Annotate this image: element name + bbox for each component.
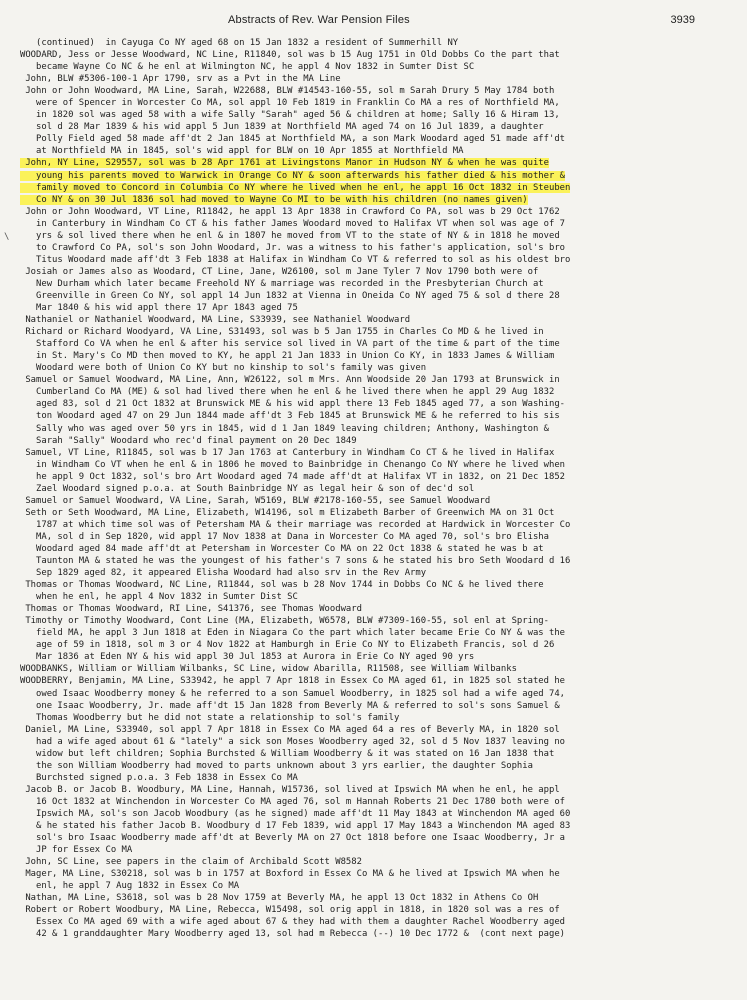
document-body [20,37,730,941]
line-text: Burchsted signed p.o.a. 3 Feb 1838 in Essex Co MA [20,772,298,783]
line-text: in Canterbury in Windham Co CT & his father James Woodard moved to Halifax VT when sol was age of 7 [20,218,566,229]
text-line [20,844,730,856]
line-text: John, SC Line, see papers in the claim of Archibald Scott W8582 [20,857,362,868]
text-line [20,591,730,603]
line-text: had a wife aged about 61 & "lately" a sick son Moses Woodberry aged 32, sol d 5 Nov 1837 leaving no [20,736,566,747]
line-text: Jacob B. or Jacob B. Woodbury, MA Line, Hannah, W15736, sol lived at Ipswich MA when he enl, he appl [20,784,560,795]
line-text: Nathan, MA Line, S3618, sol was b 28 Nov 1759 at Beverly MA, he appl 13 Oct 1832 in Athens Co OH [20,893,539,904]
line-text: Robert or Robert Woodbury, MA Line, Rebecca, W15498, sol orig appl in 1818, in 1820 sol was a res of [20,905,560,916]
line-text: aged 83, sol d 21 Oct 1832 at Brunswick ME & his wid appl there 13 Feb 1845 aged 77, a son Washing- [20,399,566,410]
text-line [20,808,730,820]
text-line [20,290,730,302]
text-line [20,772,730,784]
line-text: Sep 1829 aged 82, it appeared Elisha Woodard had also srv in the Rev Army [20,568,427,579]
line-text: were of Spencer in Worcester Co MA, sol appl 10 Feb 1819 in Franklin Co MA a res of Northfield MA, [20,98,560,109]
line-text: WOODBERRY, Benjamin, MA Line, S33942, he appl 7 Apr 1818 in Essex Co MA aged 61, in 1825 sol stated he [20,676,566,687]
text-line [20,398,730,410]
text-line [20,242,730,254]
highlighted-text-line [20,157,730,169]
text-line [20,61,730,73]
text-line [20,410,730,422]
line-text: Mar 1836 at Eden NY & his wid appl 30 Jul 1853 at Aurora in Erie Co NY aged 90 yrs [20,652,475,663]
text-line [20,133,730,145]
line-text: ton Woodard aged 47 on 29 Jun 1844 made aff'dt 3 Feb 1845 at Brunswick ME & he referred to his sis [20,411,560,422]
line-text: Mager, MA Line, S30218, sol was b in 1757 at Boxford in Essex Co MA & he lived at Ipswich MA when he [20,869,560,880]
text-line [20,892,730,904]
line-text: Seth or Seth Woodward, MA Line, Elizabeth, W14196, sol m Elizabeth Barber of Greenwich MA on 31 Oct [20,507,555,518]
line-text: MA, sol d in Sep 1820, wid appl 17 Nov 1838 at Dana in Worcester Co MA aged 70, sol's bro Elisha [20,531,549,542]
line-text: Josiah or James also as Woodard, CT Line, Jane, W26100, sol m Jane Tyler 7 Nov 1790 both were of [20,266,539,277]
margin-mark: \ [4,232,10,242]
text-line [20,615,730,627]
line-text: 42 & 1 granddaughter Mary Woodberry aged 13, sol had m Rebecca (--) 10 Dec 1772 & (cont next page) [20,929,566,940]
text-line [20,724,730,736]
line-text: Samuel, VT Line, R11845, sol was b 17 Jan 1763 at Canterbury in Windham Co CT & he lived in Halifax [20,447,555,458]
line-text: when he enl, he appl 4 Nov 1832 in Sumter Dist SC [20,592,298,603]
line-text: John, BLW #5306-100-1 Apr 1790, srv as a Pvt in the MA Line [20,74,341,85]
text-line [20,350,730,362]
line-text: WOODARD, Jess or Jesse Woodward, NC Line, R11840, sol was b 15 Aug 1751 in Old Dobbs Co the part that [20,50,560,61]
line-text: Cumberland Co MA (ME) & sol had lived there when he enl & he lived there when he appl 29 Aug 1832 [20,387,555,398]
text-line [20,531,730,543]
line-text: 1787 at which time sol was of Petersham MA & their marriage was recorded at Hardwick in Worcester Co [20,519,571,530]
text-line [20,459,730,471]
text-line [20,302,730,314]
text-line [20,603,730,615]
highlighted-text-line [20,194,730,206]
line-text: Essex Co MA aged 69 with a wife aged about 67 & they had with them a daughter Rachel Woodberry aged [20,917,566,928]
text-line [20,519,730,531]
text-line [20,856,730,868]
text-line [20,555,730,567]
text-line [20,230,730,242]
text-line [20,121,730,133]
text-line [20,916,730,928]
line-text: Polly Field aged 58 made aff'dt 2 Jan 1845 at Northfield MA, a son Mark Woodard aged 51 made aff'dt [20,134,566,145]
line-text: JP for Essex Co MA [20,845,133,856]
text-line [20,386,730,398]
line-text: Sally who was aged over 50 yrs in 1845, wid d 1 Jan 1849 leaving children; Anthony, Washington & [20,423,549,434]
line-text: Sarah "Sally" Woodard who rec'd final payment on 20 Dec 1849 [20,435,357,446]
line-text: he appl 9 Oct 1832, sol's bro Art Woodard aged 74 made aff'dt at Halifax VT in 1832, on 21 Dec 1852 [20,471,566,482]
line-text: in 1820 sol was aged 58 with a wife Sally "Sarah" aged 56 & children at home; Sally 16 & Hiram 13, [20,110,560,121]
line-text: Stafford Co VA when he enl & after his service sol lived in VA part of the time & part of the time [20,339,560,350]
line-text: sol's bro Isaac Woodberry made aff'dt at Beverly MA on 27 Oct 1818 before one Isaac Woodberry, Jr a [20,833,566,844]
line-text: Ipswich MA, sol's son Jacob Woodbury (as he signed) made aff'dt 11 May 1843 at Winchendon MA aged 60 [20,809,571,819]
text-line [20,760,730,772]
text-line [20,374,730,386]
text-line [20,471,730,483]
text-line [20,748,730,760]
line-text: enl, he appl 7 Aug 1832 in Essex Co MA [20,881,240,892]
text-line [20,651,730,663]
line-text: Timothy or Timothy Woodward, Cont Line (MA, Elizabeth, W6578, BLW #7309-160-55, sol enl at Spring- [20,616,549,627]
text-line [20,278,730,290]
line-text: one Isaac Woodberry, Jr. made aff'dt 15 Jan 1828 from Beverly MA & referred to sol's sons Samuel & [20,700,560,711]
line-text: John or John Woodward, VT Line, R11842, he appl 13 Apr 1838 in Crawford Co PA, sol was b 29 Oct 1762 [20,206,560,217]
line-text: became Wayne Co NC & he enl at Wilmington NC, he appl 4 Nov 1832 in Sumter Dist SC [20,62,475,73]
text-line [20,266,730,278]
line-text: Woodard aged 84 made aff'dt at Petersham in Worcester Co MA on 22 Oct 1838 & stated he was b at [20,543,544,554]
text-line [20,712,730,724]
text-line [20,423,730,435]
text-line [20,639,730,651]
text-line [20,314,730,326]
line-text: Thomas Woodberry but he did not state a relationship to sol's family [20,712,400,723]
text-line [20,435,730,447]
line-text: owed Isaac Woodberry money & he referred to a son Samuel Woodberry, in 1825 sol had a wife aged 74, [20,688,566,699]
text-line [20,338,730,350]
text-line [20,736,730,748]
line-text: WOODBANKS, William or William Wilbanks, SC Line, widow Abarilla, R11508, see William Wilbanks [20,664,517,675]
line-text: age of 59 in 1818, sol m 3 or 4 Nov 1822 at Hamburgh in Erie Co NY to Elizabeth Francis, sol d 26 [20,640,555,651]
text-line [20,543,730,555]
text-line [20,904,730,916]
highlighted-text-line [20,170,730,182]
line-text: & he stated his father Jacob B. Woodbury d 17 Feb 1839, wid appl 17 May 1843 a Winchendon MA aged 83 [20,821,571,832]
line-text: Woodard were both of Union Co KY but no kinship to sol's family was given [20,363,427,374]
line-text: sol d 28 Mar 1839 & his wid appl 5 Jun 1839 at Northfield MA aged 74 on 16 Jul 1839, a daughter [20,122,544,133]
text-line [20,49,730,61]
line-text: widow but left children; Sophia Burchsted & William Woodberry & it was stated on 16 Jan 1838 that [20,748,555,759]
line-text: Samuel or Samuel Woodward, VA Line, Sarah, W5169, BLW #2178-160-55, see Samuel Woodward [20,495,491,506]
line-text: at Northfield MA in 1845, sol's wid appl for BLW on 10 Apr 1855 at Northfield MA [20,146,464,157]
line-text: the son William Woodberry had moved to parts unknown about 3 yrs earlier, the daughter Sophia [20,760,533,771]
line-text: family moved to Concord in Columbia Co NY where he lived when he enl, he appl 16 Oct 1832 in Steuben [20,182,571,193]
text-line [20,362,730,374]
line-text: Richard or Richard Woodyard, VA Line, S31493, sol was b 5 Jan 1755 in Charles Co MD & he lived in [20,327,544,338]
text-line [20,85,730,97]
line-text: Taunton MA & stated he was the youngest of his father's 7 sons & he stated his bro Seth Woodard d 16 [20,556,571,567]
text-line [20,447,730,459]
text-line [20,868,730,880]
text-line [20,627,730,639]
line-text: Thomas or Thomas Woodward, RI Line, S41376, see Thomas Woodward [20,604,362,615]
line-text: Titus Woodard made aff'dt 3 Feb 1838 at Halifax in Windham Co VT & referred to sol as his oldest bro [20,254,571,265]
text-line [20,326,730,338]
line-text: John or John Woodward, MA Line, Sarah, W22688, BLW #14543-160-55, sol m Sarah Drury 5 May 1784 both [20,86,555,97]
line-text: New Durham which later became Freehold NY & marriage was recorded in the Presbyterian Church at [20,278,544,289]
text-line [20,495,730,507]
text-line [20,675,730,687]
text-line [20,206,730,218]
line-text: to Crawford Co PA, sol's son John Woodard, Jr. was a witness to his father's application, sol's bro [20,242,566,253]
page-header [0,14,747,30]
text-line [20,73,730,85]
line-text: Zael Woodard signed p.o.a. at South Bainbridge NY as legal heir & son of dec'd sol [20,483,475,494]
line-text: Daniel, MA Line, S33940, sol appl 7 Apr 1818 in Essex Co MA aged 64 a res of Beverly MA, in 1820 sol [20,724,560,735]
line-text: in St. Mary's Co MD then moved to KY, he appl 21 Jan 1833 in Union Co KY, in 1833 James & William [20,351,555,362]
text-line [20,145,730,157]
text-line [20,700,730,712]
text-line [20,579,730,591]
text-line [20,820,730,832]
line-text: 16 Oct 1832 at Winchendon in Worcester Co MA aged 76, sol m Hannah Roberts 21 Dec 1780 both were of [20,796,566,807]
text-line [20,97,730,109]
page-number: 3939 [670,14,695,26]
page-title: Abstracts of Rev. War Pension Files [228,14,410,26]
line-text: yrs & sol lived there when he enl & in 1807 he moved from VT to the state of NY & in 1818 he moved [20,230,560,241]
text-line [20,109,730,121]
highlighted-text-line [20,182,730,194]
line-text: Samuel or Samuel Woodward, MA Line, Ann, W26122, sol m Mrs. Ann Woodside 20 Jan 1793 at Brunswick in [20,375,560,386]
text-line [20,784,730,796]
text-line [20,37,730,49]
text-line [20,483,730,495]
line-text: field MA, he appl 3 Jun 1818 at Eden in Niagara Co the part which later became Erie Co NY & was the [20,628,566,639]
text-line [20,567,730,579]
text-line [20,832,730,844]
line-text: Mar 1840 & his wid appl there 17 Apr 1843 aged 75 [20,303,298,314]
text-line [20,688,730,700]
line-text: John, NY Line, S29557, sol was b 28 Apr 1761 at Livingstons Manor in Hudson NY & when he was quite [20,158,549,169]
line-text: young his parents moved to Warwick in Orange Co NY & soon afterwards his father died & his mother & [20,170,566,181]
text-line [20,254,730,266]
text-line [20,218,730,230]
line-text: Thomas or Thomas Woodward, NC Line, R11844, sol was b 28 Nov 1744 in Dobbs Co NC & he lived there [20,580,544,591]
text-line [20,507,730,519]
text-line [20,880,730,892]
line-text: Greenville in Green Co NY, sol appl 14 Jun 1832 at Vienna in Oneida Co NY aged 75 & sol d there 28 [20,290,560,301]
text-line [20,928,730,940]
line-text: in Windham Co VT when he enl & in 1806 he moved to Bainbridge in Chenango Co NY where he lived when [20,459,566,470]
text-line [20,663,730,675]
line-text: Co NY & on 30 Jul 1836 sol had moved to Wayne Co MI to be with his children (no names given) [20,194,528,205]
line-text: (continued) in Cayuga Co NY aged 68 on 15 Jan 1832 a resident of Summerhill NY [20,38,459,48]
text-line [20,796,730,808]
line-text: Nathaniel or Nathaniel Woodward, MA Line, S33939, see Nathaniel Woodward [20,315,411,326]
